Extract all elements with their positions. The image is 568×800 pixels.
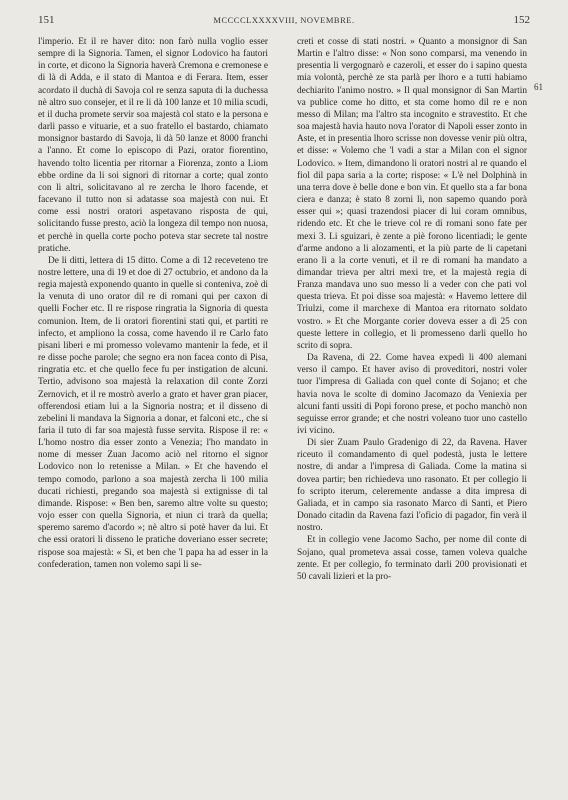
- right-column: [297, 36, 527, 788]
- right-paragraph-4: Et in collegio vene Jacomo Sacho, per nome dil conte di Sojano, qual prometeva assai cosse, tamen voleva qualche zente. Et per collegio, fo terminato darli 200 provisionati et 50 cavali lizieri et la pro-: [297, 535, 527, 582]
- page-number-left: 151: [38, 14, 55, 26]
- right-paragraph-2: Da Ravena, di 22. Come havea expedì li 400 alemani verso il campo. Et haver aviso di proveditori, nostri voler tuor l'impresa di Galiada con quel conte di Sojano; et che havia nova le scolte di domino Jacomazo da Veniexia per alcuni fanti ussiti di Popi forono prese, et pocho manchò non seguisse error grande; et che nostri voleano tuor uno castello ivi vicino.: [297, 353, 527, 436]
- left-paragraph-2: De li ditti, lettera di 15 ditto. Come a dì 12 receveteno tre nostre lettere, una di 19 et doe di 27 octubrio, et andono da la regia majestà exponendo quanto in quelle si conteniva, zoè di la venuta di uno orator dil re di romani qui per caxon di quelli Focher etc. Il re rispose ringratia la Signoria di questa comunion. Item, de li oratori fiorentini stati qui, et partiti re infecto, et ampliono la cossa, come havendo il re Carlo fato pisani liberi e mi promesso volevamo mantenir la fede, et il re disse poche parole; che segno era non facea conto di Pisa, ringratia etc. et che quello fece fu per instigation de alcuni. Tertio, advisono soa majestà la relaxation dil conte Zorzi Zernovich, et il re mostrò averlo a grato et haver gran piacer, offerendosi etiam lui a la Signoria nostra; et il disseno di zebelini li mandava la Signoria a donar, et falconi etc., che si faria il tuto di far soa majestà fusse servita. Rispose il re: « L'homo nostro dia esser zonto a Venezia; l'ho mandato in nome di messer Zuan Jacomo aciò nel ritorno el signor Lodovico non lo retenisse a Milan. » Et che havendo el tempo comodo, parlono a soa majestà zercha li 100 milia ducati richiesti, pregando soa majestà si extignisse di tal dimande. Rispose: « Ben ben, saremo altre volte su questo; vojo esser con quella Signoria, et niun ci trarà da quella; speremo saremo d'acordo »; nè altro si potè haver da lui. Et che essi oratori li disseno le pratiche doveriano esser secrete; rispose soa majestà: « Sì, et ben che 'l papa ha ad esser in la confederation, tamen non volemo sapi li se-: [38, 255, 268, 570]
- right-paragraph-1: creti et cosse di stati nostri. » Quanto a monsignor di San Martin e l'altro disse: « Non sono comparsi, ma venendo in presentia li vergognarò e cazeroli, et esser do i sapino questa mia volontà, perchè ze sta parlà per lhoro e a tutti habiamo dechiarito l'animo nostro. » Il qual monsignor di San Martin va publice come ho ditto, et sta come homo dil re e non messo di Milan; ma l'altro sta incognito e stravestito. Et che soa majestà havia hauto nova l'orator di Napoli esser zonto in Aste, et in presentia lhoro scrisse non dovesse venir più oltra, et disse: « Volemo che 'l vadi a star a Milan con el signor Lodovico. » Item, dimandono li oratori nostri al re quando el fiol dil papa saria a la corte; rispose: « L'è nel Dolphinà in una terra dove è belle done e bon vin. Et quello sta a far bona ciera e danza; è stato 8 zorni lì, non sapemo quando porà esser qui »; quasi trazendosi piacer di lui coram omnibus, ridendo etc. Et che le trieve col re di romani sono fate per mexi 3. Li sguizari, è zente a piè forono licentiadi; le gente d'arme andono a li alozamenti, et la più parte de li capetani erano lì a la corte venuti, et il re di romani ha mandato a dimandar trieva per altri mexi tre, et la majestà regia di Franza mandava uno suo messo li a veder con che pati vol questa trieva. Et poi disse soa majestà: « Havemo lettere dil Triulzi, come il marchexe di Mantoa era ritornato soldato vostro. » Et che Morgante corier doveva esser a dì 25 con queste lettere in collegio, et li promesseno darli quello ho scrito di sopra.: [297, 37, 527, 351]
- left-column: [38, 36, 268, 788]
- margin-number: 61: [534, 82, 543, 92]
- page-header: [38, 14, 530, 28]
- left-paragraph-1: l'imperio. Et il re haver dito: non farò nulla voglio esser sempre di la Signoria. Tamen, el signor Lodovico ha fautori in corte, et dicono la Signoria haverà Cremona e cremonese e di là di Adda, e il stato di Mantoa e di Ferara. Item, esser acordato il duchà di Savoja col re senza saputa di la duchessa nè altro suo consejer, et il re li dà 100 lanze et 10 milia scudi, et il ducha promete servir soa majestà col stato e la persona e darli passo e vituarie, et a suo fratello el bastardo, chiamato monsignor bastardo di Savoja, li dà 50 lanze et 8000 franchi a l'anno. Et come lo episcopo di Pazi, orator fiorentino, havendo tolto licentia per ritornar a Fiorenza, zonto a Liom ebbe ordine da li soi signori di ritornar a corte; qual zonto con li altri, solicitavano al re zercha le lhoro facende, et facevano il tutto non si adatasse soa majestà con nui. Et come essi nostri oratori aspetavano risposta de qui, solicitando fusse presto, aciò la longeza dil tempo non nuosa, et perchè in quella corte pocho poteva star secrete tal nostre pratiche.: [38, 37, 268, 254]
- page-number-right: 152: [513, 14, 530, 26]
- right-paragraph-3: Di sier Zuam Paulo Gradenigo di 22, da Ravena. Haver riceuto il comandamento di quel podestà, justa le lettere nostre, di andar a l'impresa di Galiada. Come la matina si dovea partir; ben richiedeva uno rasonato. Et per collegio li fo scripto iterum, celeremente andasse a dita impresa di Galiada, et in campo sia rasonato Marco di Santi, et Piero Donado citadin da Ravena fazi l'oficio di pagador, fin verà il nostro.: [297, 438, 527, 534]
- running-head: MCCCCLXXXXVIII, NOVEMBRE.: [213, 15, 355, 25]
